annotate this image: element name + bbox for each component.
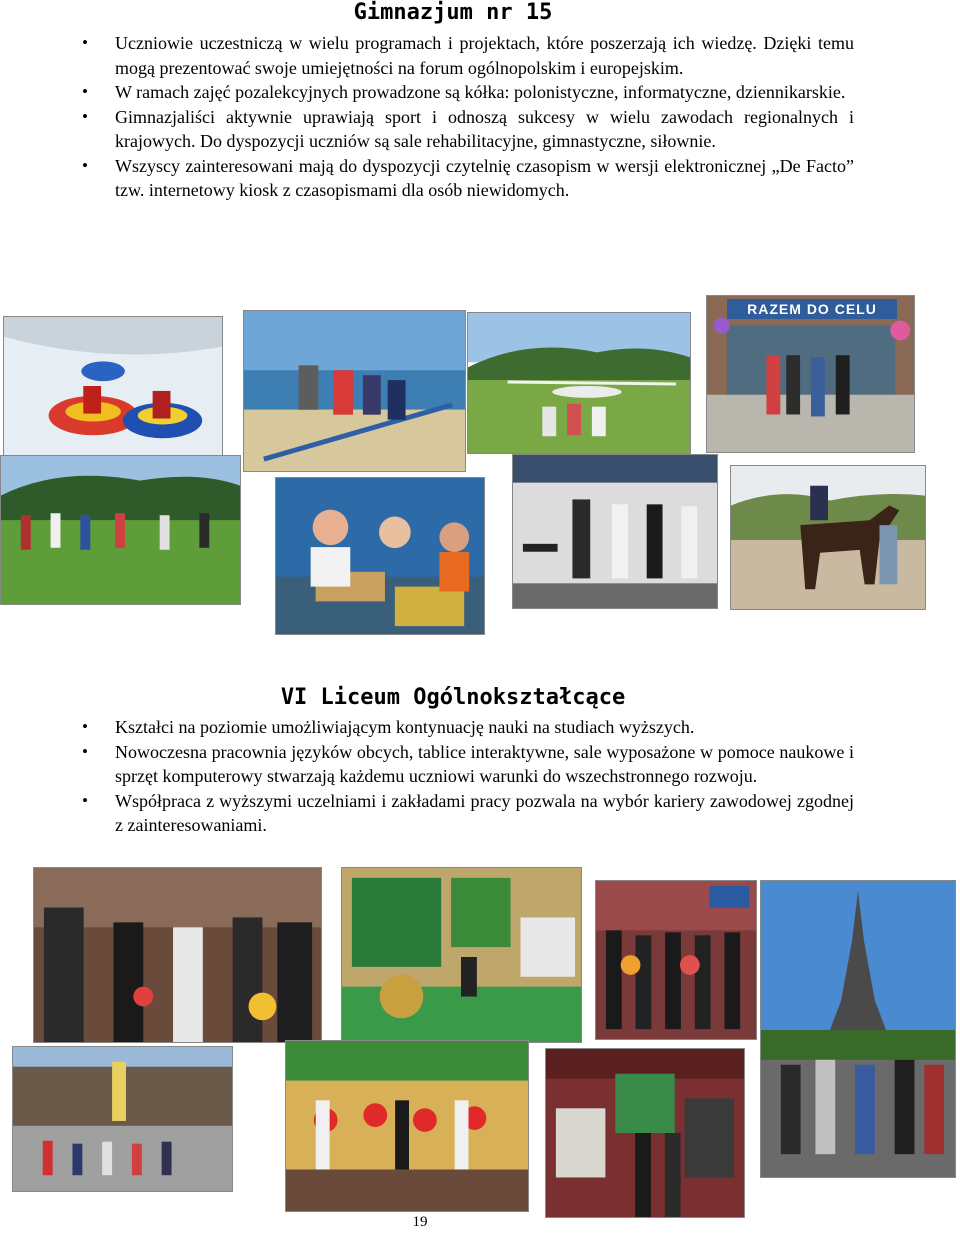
photo-mountain-meadow bbox=[0, 455, 241, 605]
photo-rehab-fair-stage bbox=[512, 454, 718, 609]
list-item: • Współpraca z wyższymi uczelniami i zakładami pracy pozwala na wybór kariery zawodowej zgodnej z zainteresowaniami. bbox=[82, 789, 854, 838]
photo-hearts-performance bbox=[285, 1040, 529, 1212]
list-item: • Gimnazjaliści aktywnie uprawiają sport i odnoszą sukcesy w wielu zawodach regionalnych i krajowych. Do dyspozycji uczniów są sale rehabilitacyjne, gimnastyczne, siłownie. bbox=[82, 105, 854, 154]
list-item: • Wszyscy zainteresowani mają do dyspozycji czytelnię czasopism w wersji elektronicznej „De Facto” tzw. internetowy kiosk z czasopismami dla osób niewidomych. bbox=[82, 154, 854, 203]
photo-chess-game bbox=[275, 477, 485, 635]
photo-group-indoor-flowers bbox=[33, 867, 322, 1043]
photo-eiffel-tower-trip bbox=[760, 880, 956, 1178]
photo-school-entrance bbox=[706, 295, 915, 453]
photo-exhibition-stand bbox=[341, 867, 582, 1043]
section2-bullet-list bbox=[82, 715, 854, 838]
photo-horse-riding bbox=[730, 465, 926, 610]
photo-comenius-exhibition bbox=[545, 1048, 745, 1218]
photo-church-steps-group bbox=[12, 1046, 233, 1192]
photo-snow-tubing bbox=[3, 316, 223, 456]
section1-bullet-list bbox=[82, 31, 854, 203]
section2-title: VI Liceum Ogólnokształcące bbox=[280, 685, 626, 710]
school-banner: RAZEM DO CELU bbox=[727, 299, 897, 319]
section1-title: Gimnazjum nr 15 bbox=[353, 0, 553, 25]
photo-award-ceremony bbox=[595, 880, 757, 1040]
list-item: • W ramach zajęć pozalekcyjnych prowadzone są kółka: polonistyczne, informatyczne, dziennikarskie. bbox=[82, 80, 854, 105]
list-item: • Nowoczesna pracownia języków obcych, tablice interaktywne, sale wyposażone w pomoce naukowe i sprzęt komputerowy stwarzają każdemu uczniowi warunki do wszechstronnego rozwoju. bbox=[82, 740, 854, 789]
page-number: 19 bbox=[412, 1214, 428, 1230]
photo-group-seaside bbox=[243, 310, 466, 472]
photo-glider-airfield bbox=[467, 312, 691, 454]
list-item: • Kształci na poziomie umożliwiającym kontynuację nauki na studiach wyższych. bbox=[82, 715, 854, 740]
list-item: • Uczniowie uczestniczą w wielu programach i projektach, które poszerzają ich wiedzę. Dzięki temu mogą prezentować swoje umiejętności na forum ogólnopolskim i europejskim. bbox=[82, 31, 854, 80]
